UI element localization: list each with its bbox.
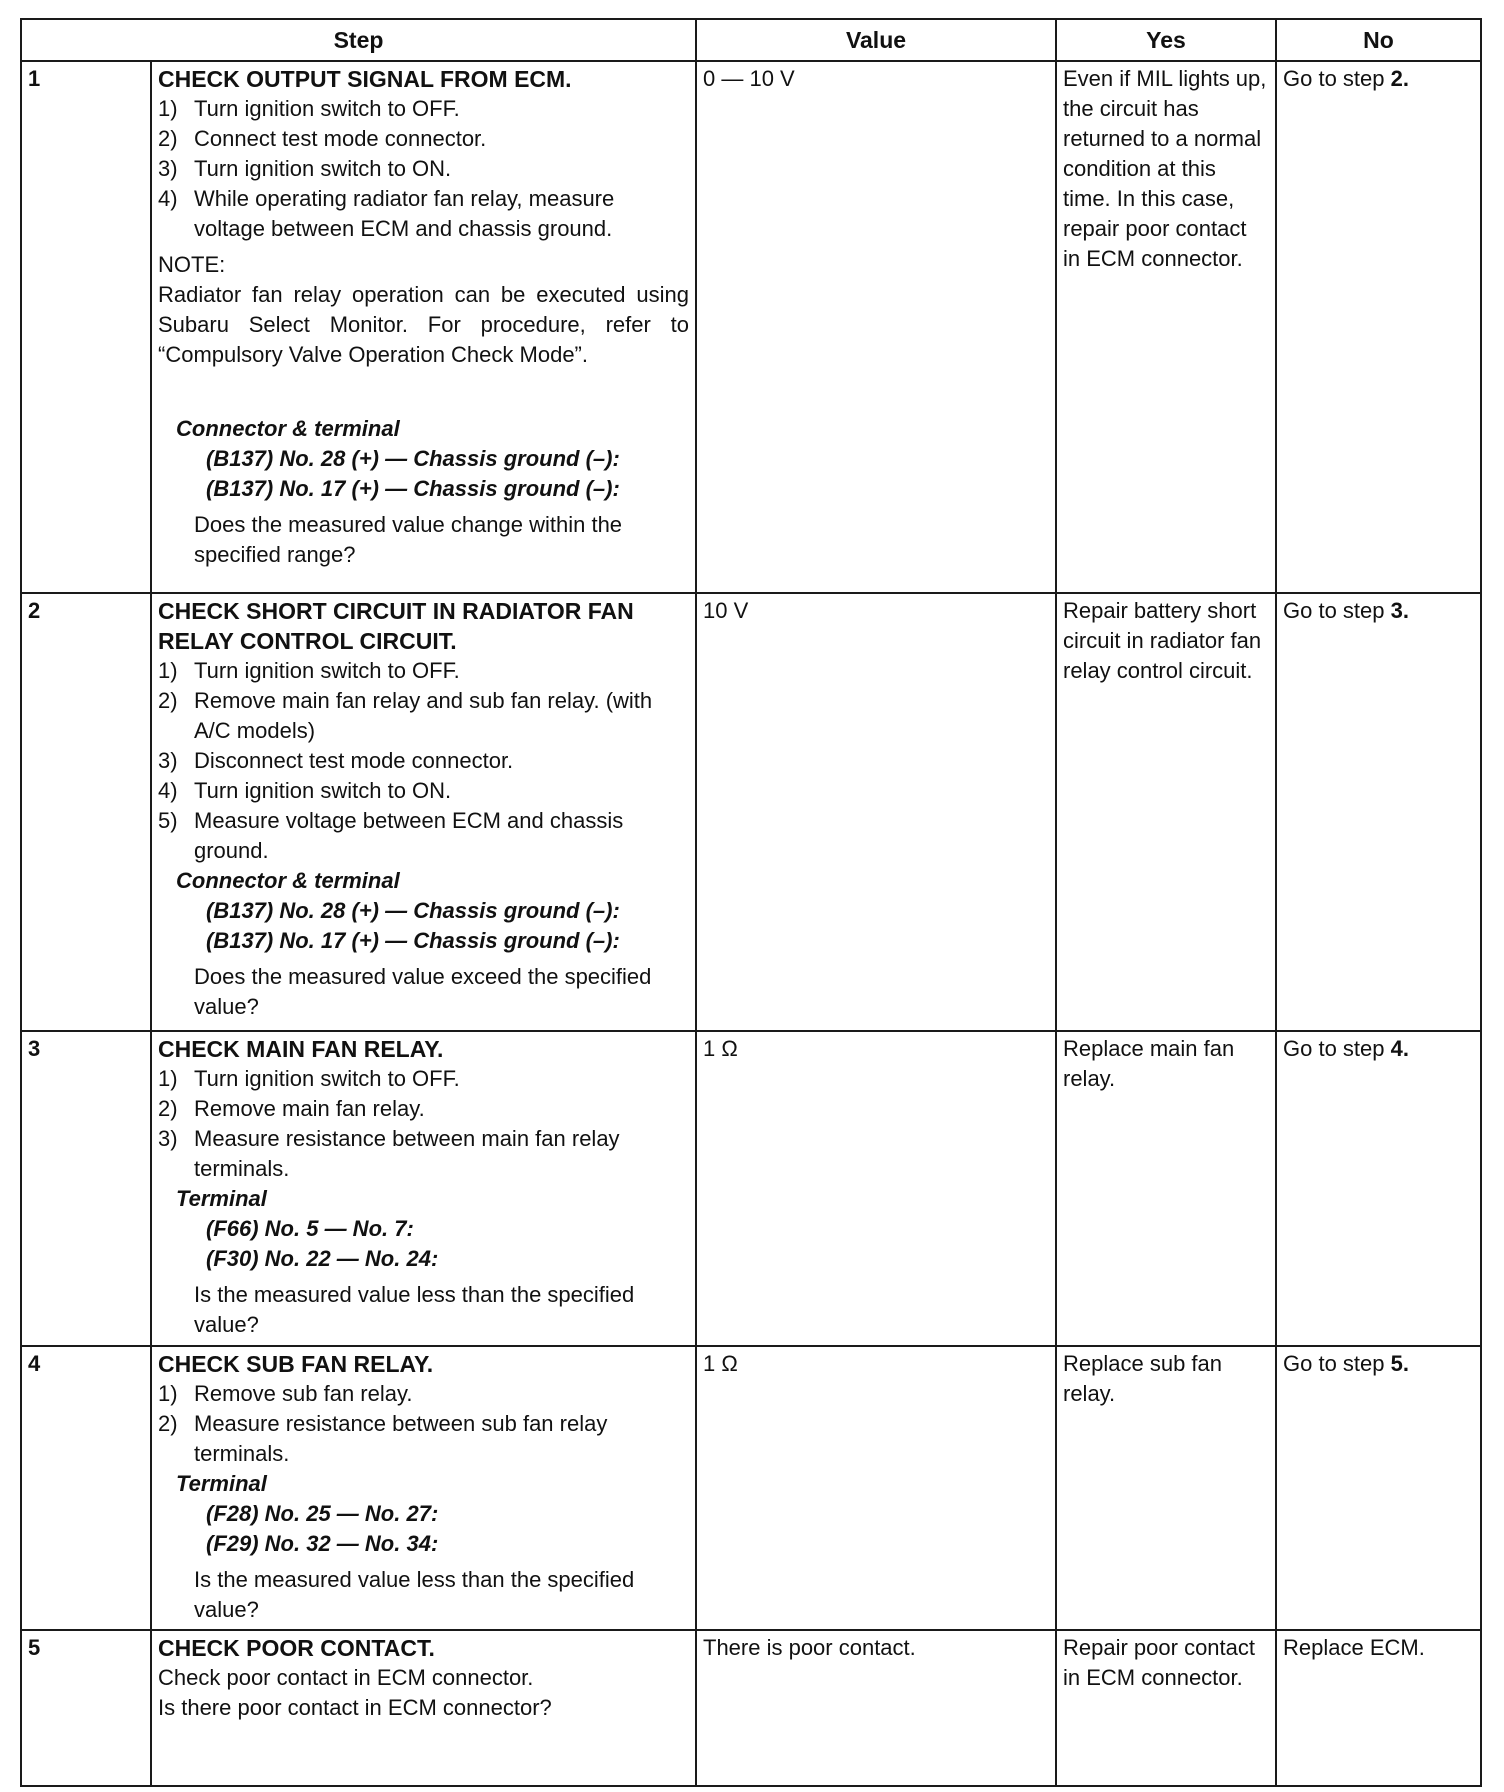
value-cell: 1 Ω	[696, 1346, 1056, 1630]
yes-cell: Replace sub fan relay.	[1056, 1346, 1276, 1630]
terminal-pair: (F30) No. 22 — No. 24:	[206, 1246, 439, 1271]
note-label: NOTE:	[158, 252, 226, 277]
step-cell	[151, 593, 696, 1031]
value-cell: 0 — 10 V	[696, 61, 1056, 593]
connector-label: Connector & terminal	[176, 416, 400, 441]
yes-cell: Repair poor contact in ECM connector.	[1056, 1630, 1276, 1786]
yes-cell: Even if MIL lights up, the circuit has returned to a normal condition at this time. In this case, repair poor contact in ECM connector.	[1056, 61, 1276, 593]
procedure-item: 1) Turn ignition switch to OFF.	[158, 96, 460, 121]
procedure-list	[158, 656, 689, 866]
header-yes: Yes	[1056, 19, 1276, 61]
note-text: Radiator fan relay operation can be executed using Subaru Select Monitor. For procedure, refer to “Compulsory Valve Operation Check Mode”.	[158, 282, 689, 367]
no-cell: Go to step 4.	[1276, 1031, 1481, 1346]
header-step: Step	[21, 19, 696, 61]
step-instruction: Check poor contact in ECM connector.	[158, 1665, 534, 1690]
diagnostic-table	[20, 18, 1482, 1787]
step-title: CHECK OUTPUT SIGNAL FROM ECM.	[158, 66, 572, 92]
connector-terminal: (B137) No. 28 (+) — Chassis ground (–):	[206, 446, 620, 471]
procedure-item: 4) While operating radiator fan relay, measure voltage between ECM and chassis ground.	[158, 186, 615, 241]
check-question: Does the measured value change within the specified range?	[194, 512, 623, 567]
check-question: Does the measured value exceed the specified value?	[194, 964, 652, 1019]
step-reference: 2.	[1390, 66, 1409, 91]
header-no: No	[1276, 19, 1481, 61]
step-number: 1	[21, 61, 151, 593]
no-cell: Go to step 3.	[1276, 593, 1481, 1031]
step-reference: 3.	[1390, 598, 1409, 623]
procedure-item: 1) Remove sub fan relay.	[158, 1381, 413, 1406]
procedure-item: 4) Turn ignition switch to ON.	[158, 778, 452, 803]
terminal-label: Terminal	[176, 1471, 267, 1496]
procedure-item: 2) Connect test mode connector.	[158, 126, 487, 151]
procedure-list	[158, 1379, 689, 1469]
procedure-item: 1) Turn ignition switch to OFF.	[158, 1066, 460, 1091]
terminal-pair: (F66) No. 5 — No. 7:	[206, 1216, 414, 1241]
step-number: 4	[21, 1346, 151, 1630]
header-value: Value	[696, 19, 1056, 61]
procedure-item: 3) Turn ignition switch to ON.	[158, 156, 452, 181]
step-reference: 5.	[1390, 1351, 1409, 1376]
connector-label: Connector & terminal	[176, 868, 400, 893]
step-title: CHECK SHORT CIRCUIT IN RADIATOR FAN RELAY CONTROL CIRCUIT.	[158, 598, 634, 654]
terminal-pair: (F28) No. 25 — No. 27:	[206, 1501, 439, 1526]
step-cell	[151, 1031, 696, 1346]
connector-terminal: (B137) No. 28 (+) — Chassis ground (–):	[206, 898, 620, 923]
procedure-item: 1) Turn ignition switch to OFF.	[158, 658, 460, 683]
table-row-step-2	[21, 593, 1481, 1031]
procedure-item: 5) Measure voltage between ECM and chassis ground.	[158, 808, 624, 863]
procedure-item: 3) Disconnect test mode connector.	[158, 748, 514, 773]
step-cell	[151, 1346, 696, 1630]
procedure-item: 2) Remove main fan relay.	[158, 1096, 425, 1121]
step-title: CHECK SUB FAN RELAY.	[158, 1351, 434, 1377]
value-cell: 1 Ω	[696, 1031, 1056, 1346]
procedure-list	[158, 94, 689, 244]
table-row-step-4	[21, 1346, 1481, 1630]
step-cell	[151, 1630, 696, 1786]
step-cell	[151, 61, 696, 593]
no-cell: Go to step 5.	[1276, 1346, 1481, 1630]
no-cell: Replace ECM.	[1276, 1630, 1481, 1786]
header-row	[21, 19, 1481, 61]
connector-terminal: (B137) No. 17 (+) — Chassis ground (–):	[206, 928, 620, 953]
procedure-list	[158, 1064, 689, 1184]
step-number: 3	[21, 1031, 151, 1346]
step-number: 2	[21, 593, 151, 1031]
value-cell: 10 V	[696, 593, 1056, 1031]
step-title: CHECK MAIN FAN RELAY.	[158, 1036, 444, 1062]
procedure-item: 2) Measure resistance between sub fan relay terminals.	[158, 1411, 608, 1466]
connector-terminal: (B137) No. 17 (+) — Chassis ground (–):	[206, 476, 620, 501]
no-cell: Go to step 2.	[1276, 61, 1481, 593]
value-cell: There is poor contact.	[696, 1630, 1056, 1786]
terminal-pair: (F29) No. 32 — No. 34:	[206, 1531, 439, 1556]
table-row-step-3	[21, 1031, 1481, 1346]
check-question: Is the measured value less than the specified value?	[194, 1282, 635, 1337]
step-reference: 4.	[1390, 1036, 1409, 1061]
table-row-step-5	[21, 1630, 1481, 1786]
yes-cell: Repair battery short circuit in radiator fan relay control circuit.	[1056, 593, 1276, 1031]
table-row-step-1	[21, 61, 1481, 593]
terminal-label: Terminal	[176, 1186, 267, 1211]
yes-cell: Replace main fan relay.	[1056, 1031, 1276, 1346]
procedure-item: 3) Measure resistance between main fan relay terminals.	[158, 1126, 620, 1181]
check-question: Is there poor contact in ECM connector?	[158, 1695, 552, 1720]
step-number: 5	[21, 1630, 151, 1786]
procedure-item: 2) Remove main fan relay and sub fan relay. (with A/C models)	[158, 688, 653, 743]
check-question: Is the measured value less than the specified value?	[194, 1567, 635, 1622]
step-title: CHECK POOR CONTACT.	[158, 1635, 435, 1661]
